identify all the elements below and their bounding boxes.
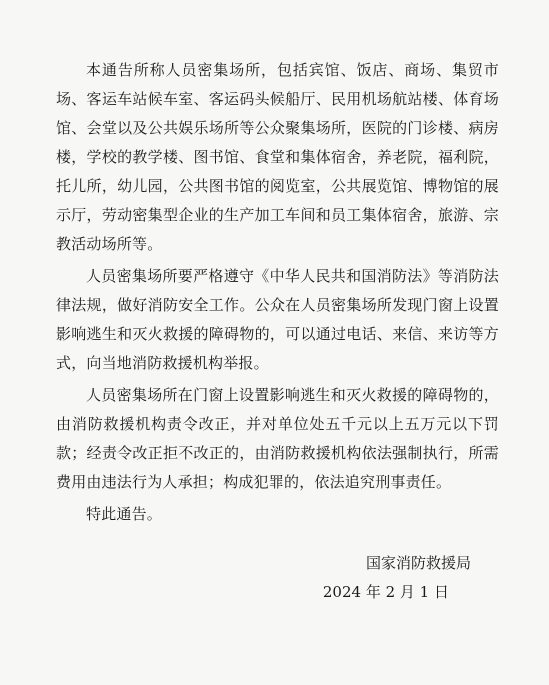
paragraph-scope: 本通告所称人员密集场所，包括宾馆、饭店、商场、集贸市场、客运车站候车室、客运码头候船厅、民用机场航站楼、体育场馆、会堂以及公共娱乐场所等公众聚集场所，医院的门诊楼、病房楼，学校的教学楼、图书馆、食堂和集体宿舍，养老院，福利院，托儿所，幼儿园，公共图书馆的阅览室，公共展览馆、博物馆的展示厅，劳动密集型企业的生产加工车间和员工集体宿舍，旅游、宗教活动场所等。 [56,61,499,253]
paragraph-penalty: 人员密集场所在门窗上设置影响逃生和灭火救援的障碍物的，由消防救援机构责令改正，并对单位处五千元以上五万元以下罚款；经责令改正拒不改正的，由消防救援机构依法强制执行，所需费用由违法行为人承担；构成犯罪的，依法追究刑事责任。 [56,386,499,491]
issuing-organization: 国家消防救援局 [365,554,471,572]
paragraph-closing: 特此通告。 [86,505,163,523]
issue-date: 2024 年 2 月 1 日 [322,583,449,601]
signature-block [323,549,471,607]
paragraph-compliance: 人员密集场所要严格遵守《中华人民共和国消防法》等消防法律法规，做好消防安全工作。公众在人员密集场所发现门窗上设置影响逃生和灭火救援的障碍物的，可以通过电话、来信、来访等方式，向当地消防救援机构举报。 [56,267,499,372]
